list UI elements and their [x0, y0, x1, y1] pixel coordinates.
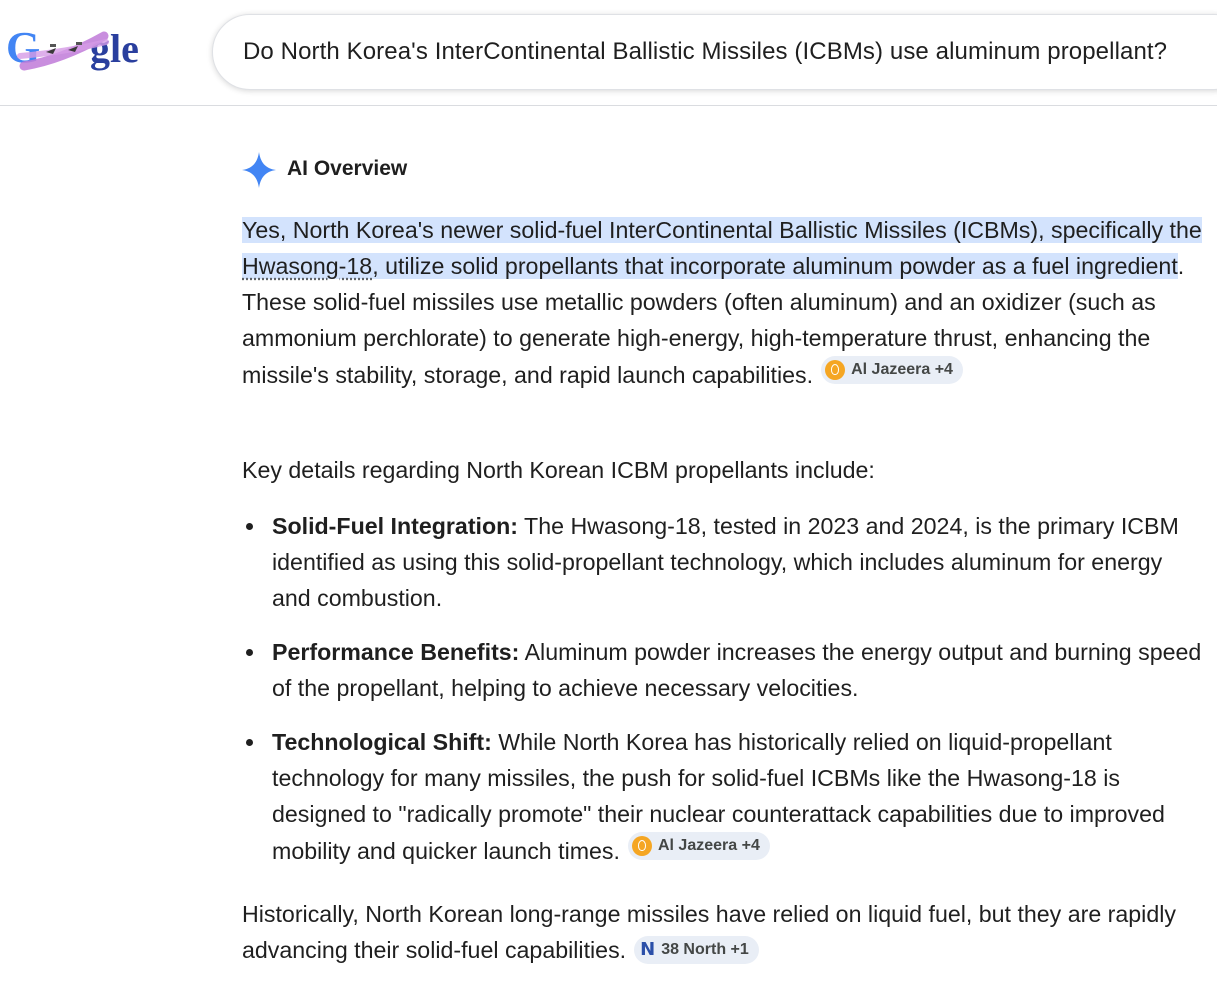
source-chip-aljazeera[interactable]: [628, 832, 770, 860]
ai-overview-title: AI Overview: [287, 157, 408, 180]
key-details-intro: Key details regarding North Korean ICBM propellants include:: [242, 457, 875, 483]
38north-icon: N: [640, 939, 656, 960]
gemini-spark-icon: [242, 152, 276, 188]
bullet-title: Technological Shift:: [272, 729, 492, 755]
hwasong-18-link[interactable]: Hwasong-18: [242, 253, 373, 279]
source-chip-label: Al Jazeera +4: [657, 837, 760, 854]
bullet-icon: [246, 649, 253, 656]
list-item: [242, 634, 1202, 706]
bullet-icon: [246, 523, 253, 530]
bullet-text: While North Korea has historically relied on liquid-propellant technology for many missiles, the push for solid-fuel ICBMs like the Hwasong-18 is designed to "radically promote" their nuclear counterattack capabilities due to improved mobility and quicker launch times.: [272, 729, 1165, 864]
top-bar: [0, 0, 1217, 106]
search-box[interactable]: [212, 14, 1217, 90]
highlighted-answer-a: Yes, North Korea's newer solid-fuel InterContinental Ballistic Missiles (ICBMs), specifically the: [242, 217, 1202, 243]
highlighted-answer-b: , utilize solid propellants that incorporate aluminum powder as a fuel ingredient: [372, 253, 1178, 279]
bullet-text: The Hwasong-18, tested in 2023 and 2024, is the primary ICBM identified as using this solid-propellant technology, which includes aluminum for energy and combustion.: [272, 513, 1179, 611]
aljazeera-icon: [632, 836, 652, 856]
ai-overview-panel: [242, 150, 1202, 963]
search-input[interactable]: Do North Korea's InterContinental Ballistic Missiles (ICBMs) use aluminum propellant?: [243, 38, 1168, 65]
closing-paragraph: [242, 896, 1202, 968]
svg-text:G: G: [6, 23, 41, 72]
source-chip-aljazeera[interactable]: [821, 356, 963, 384]
closing-text: Historically, North Korean long-range missiles have relied on liquid fuel, but they are rapidly advancing their solid-fuel capabilities.: [242, 901, 1176, 963]
ai-overview-intro: [242, 212, 1202, 393]
aljazeera-icon: [825, 360, 845, 380]
intro-rest-text: . These solid-fuel missiles use metallic powders (often aluminum) and an oxidizer (such as ammonium perchlorate) to generate high-energy, high-temperature thrust, enhancing the missile's stability, storage, and rapid launch capabilities.: [242, 253, 1185, 388]
key-details-list: [242, 508, 1202, 887]
google-doodle-logo[interactable]: [6, 22, 152, 78]
svg-text:gle: gle: [90, 26, 139, 71]
ai-overview-header: [242, 150, 1202, 192]
list-item: [242, 508, 1202, 616]
source-chip-label: Al Jazeera +4: [851, 361, 953, 378]
bullet-icon: [246, 739, 253, 746]
source-chip-label: 38 North +1: [661, 941, 749, 958]
bullet-text: Aluminum powder increases the energy output and burning speed of the propellant, helping to achieve necessary velocities.: [272, 639, 1202, 701]
bullet-title: Performance Benefits:: [272, 639, 520, 665]
bullet-title: Solid-Fuel Integration:: [272, 513, 519, 539]
source-chip-38north[interactable]: [634, 936, 759, 964]
list-item: [242, 724, 1202, 869]
